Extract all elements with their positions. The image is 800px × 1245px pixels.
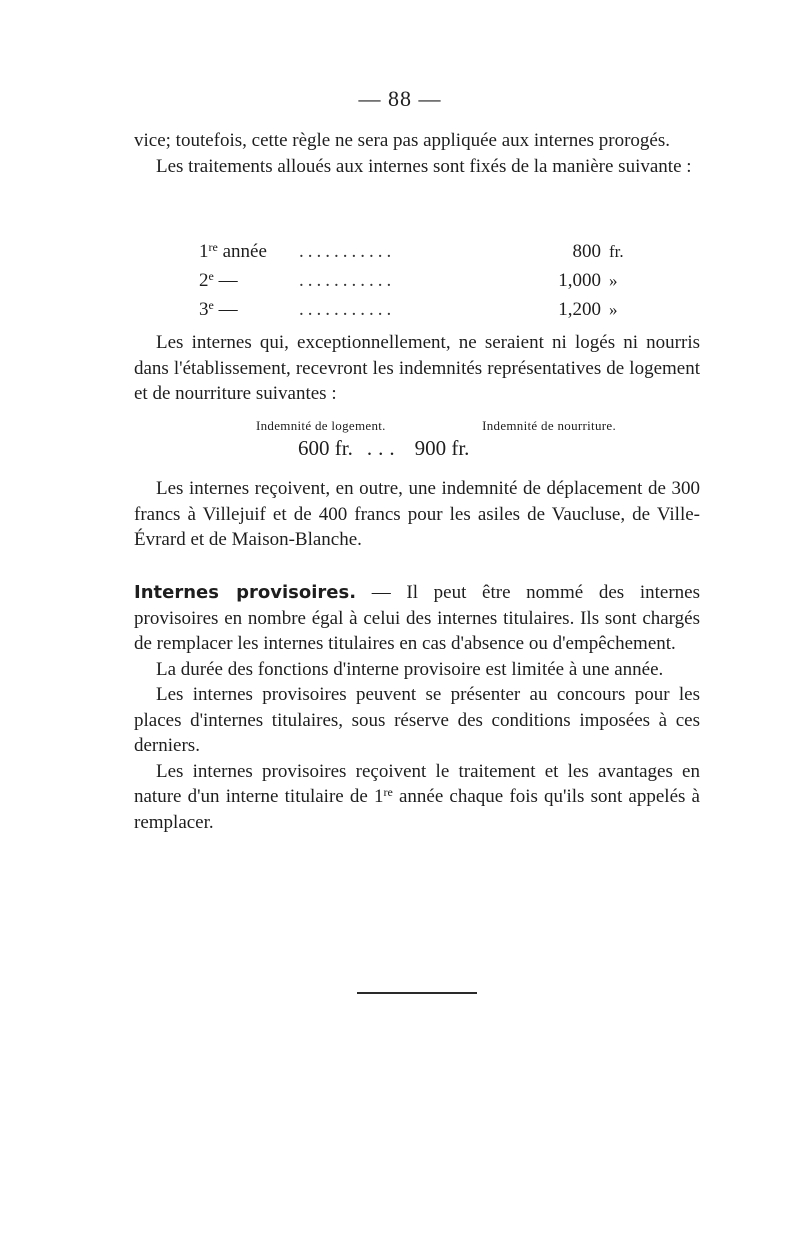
deplacement-paragraph: Les internes reçoivent, en outre, une indemnité de déplacement de 300 francs à Villejuif et de 400 francs pour les asiles de Vaucluse, de Ville-Évrard et de Maison-Blanche. [134,478,700,550]
dot-leader: ........... [299,270,396,291]
salary-year: 1re année [199,240,267,262]
dot-leader: ........... [299,241,396,262]
salary-unit: fr. [609,242,624,261]
intro-section [134,128,700,179]
provisoires-paragraph-2: La durée des fonctions d'interne provisoire est limitée à une année. [156,658,664,680]
salary-unit: » [609,271,618,290]
salary-intro-paragraph: Les traitements alloués aux internes sont fixés de la manière suivante : [156,155,692,177]
header-nourriture: Indemnité de nourriture. [482,418,616,433]
indemnite-header [256,418,616,434]
salary-row-1 [199,237,635,266]
deplacement-section [134,476,700,553]
value-logement: 600 fr. [298,436,353,460]
provisoires-paragraph-4: Les internes provisoires reçoivent le traitement et les avantages en nature d'un interne titulaire de 1re année chaque fois qu'ils sont appelés à remplacer. [134,760,700,833]
indemnites-section [134,330,700,407]
provisoires-section [134,580,700,835]
provisoires-paragraph-3: Les internes provisoires peuvent se présenter au concours pour les places d'internes titulaires, sous réserve des conditions imposées à ces derniers. [134,684,700,756]
salary-amount: 1,200 [558,299,601,320]
salary-table [199,237,635,324]
salary-amount: 1,000 [558,270,601,291]
salary-year: 3e — [199,298,238,320]
dot-leader: ........... [299,299,396,320]
value-separator: ... [366,436,401,460]
page-number: — 88 — [358,86,442,111]
indemnite-values [298,436,469,461]
salary-row-3 [199,295,635,324]
indemnites-paragraph: Les internes qui, exceptionnellement, ne seraient ni logés ni nourris dans l'établissement, recevront les indemnités représentatives de logement et de nourriture suivantes : [134,332,700,404]
provisoires-paragraph-1: Internes provisoires. — Il peut être nommé des internes provisoires en nombre égal à celui des internes titulaires. Ils sont chargés de remplacer les internes titulaires en cas d'absence ou d'empêchement. [134,582,700,654]
value-nourriture: 900 fr. [414,436,470,460]
salary-year: 2e — [199,269,238,291]
end-rule [357,992,477,994]
continuation-paragraph: vice; toutefois, cette règle ne sera pas appliquée aux internes prorogés. [134,130,671,151]
salary-unit: » [609,300,618,319]
salary-row-2 [199,266,635,295]
salary-amount: 800 [572,241,601,262]
header-logement: Indemnité de logement. [256,418,386,433]
section-heading: Internes provisoires. [134,582,357,603]
